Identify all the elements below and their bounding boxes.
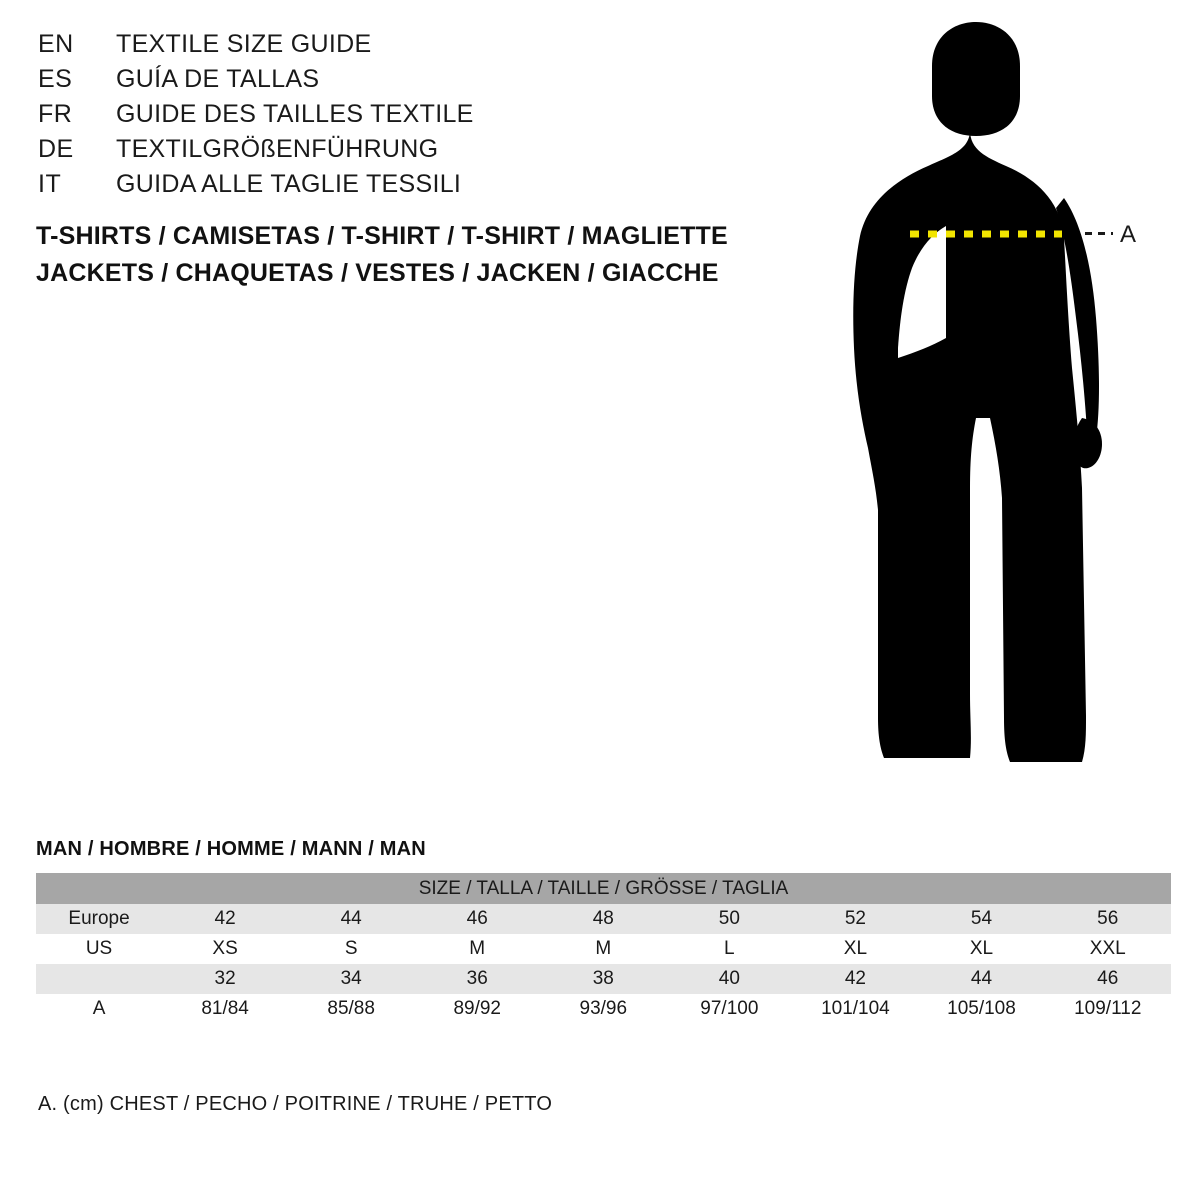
table-cell: 89/92: [414, 994, 540, 1024]
table-cell: 109/112: [1045, 994, 1172, 1024]
category-list: [36, 218, 796, 292]
row-label: A: [36, 994, 162, 1024]
language-code: DE: [38, 135, 74, 163]
measure-leader-line: [1085, 232, 1113, 235]
language-row: [38, 100, 738, 135]
language-code: IT: [38, 170, 62, 198]
table-cell: 34: [288, 964, 414, 994]
table-cell: 36: [414, 964, 540, 994]
size-table-section: [36, 838, 1171, 1024]
language-row: [38, 65, 738, 100]
table-header-row: [36, 873, 1171, 904]
row-label: [36, 964, 162, 994]
table-cell: 101/104: [792, 994, 918, 1024]
table-cell: 97/100: [666, 994, 792, 1024]
language-text: GUIDE DES TAILLES TEXTILE: [116, 100, 474, 128]
table-cell: XL: [918, 934, 1044, 964]
table-header-label: SIZE / TALLA / TAILLE / GRÖSSE / TAGLIA: [36, 873, 1171, 904]
table-cell: 38: [540, 964, 666, 994]
table-cell: 42: [162, 904, 288, 934]
table-cell: 85/88: [288, 994, 414, 1024]
table-cell: 48: [540, 904, 666, 934]
table-cell: 44: [918, 964, 1044, 994]
table-cell: 54: [918, 904, 1044, 934]
table-cell: 50: [666, 904, 792, 934]
category-jackets: JACKETS / CHAQUETAS / VESTES / JACKEN / GIACCHE: [36, 259, 719, 287]
language-text: GUIDA ALLE TAGLIE TESSILI: [116, 170, 462, 198]
table-cell: 93/96: [540, 994, 666, 1024]
language-code: ES: [38, 65, 73, 93]
table-row: [36, 994, 1171, 1024]
language-row: [38, 30, 738, 65]
table-cell: 42: [792, 964, 918, 994]
category-tshirts: T-SHIRTS / CAMISETAS / T-SHIRT / T-SHIRT / MAGLIETTE: [36, 222, 728, 250]
size-table: [36, 873, 1171, 1024]
table-cell: 81/84: [162, 994, 288, 1024]
table-cell: XL: [792, 934, 918, 964]
table-cell: 46: [1045, 964, 1172, 994]
table-cell: M: [540, 934, 666, 964]
language-text: TEXTILGRÖßENFÜHRUNG: [116, 135, 439, 163]
table-cell: XXL: [1045, 934, 1172, 964]
language-row: [38, 135, 738, 170]
measure-label-a: A: [1120, 221, 1137, 248]
table-cell: 32: [162, 964, 288, 994]
table-cell: 56: [1045, 904, 1172, 934]
table-cell: 44: [288, 904, 414, 934]
table-gender-title: MAN / HOMBRE / HOMME / MANN / MAN: [36, 838, 426, 860]
language-list: [38, 30, 738, 205]
table-cell: L: [666, 934, 792, 964]
table-row: [36, 934, 1171, 964]
man-silhouette-figure: [820, 18, 1180, 788]
language-code: FR: [38, 100, 73, 128]
table-cell: S: [288, 934, 414, 964]
table-cell: 105/108: [918, 994, 1044, 1024]
table-cell: 52: [792, 904, 918, 934]
table-row: [36, 964, 1171, 994]
silhouette-icon: [820, 18, 1180, 788]
table-footnote: A. (cm) CHEST / PECHO / POITRINE / TRUHE / PETTO: [38, 1093, 553, 1115]
language-text: GUÍA DE TALLAS: [116, 65, 320, 93]
language-row: [38, 170, 738, 205]
language-text: TEXTILE SIZE GUIDE: [116, 30, 372, 58]
language-code: EN: [38, 30, 74, 58]
table-cell: 46: [414, 904, 540, 934]
table-cell: 40: [666, 964, 792, 994]
table-row: [36, 904, 1171, 934]
table-cell: M: [414, 934, 540, 964]
table-cell: XS: [162, 934, 288, 964]
row-label: US: [36, 934, 162, 964]
row-label: Europe: [36, 904, 162, 934]
